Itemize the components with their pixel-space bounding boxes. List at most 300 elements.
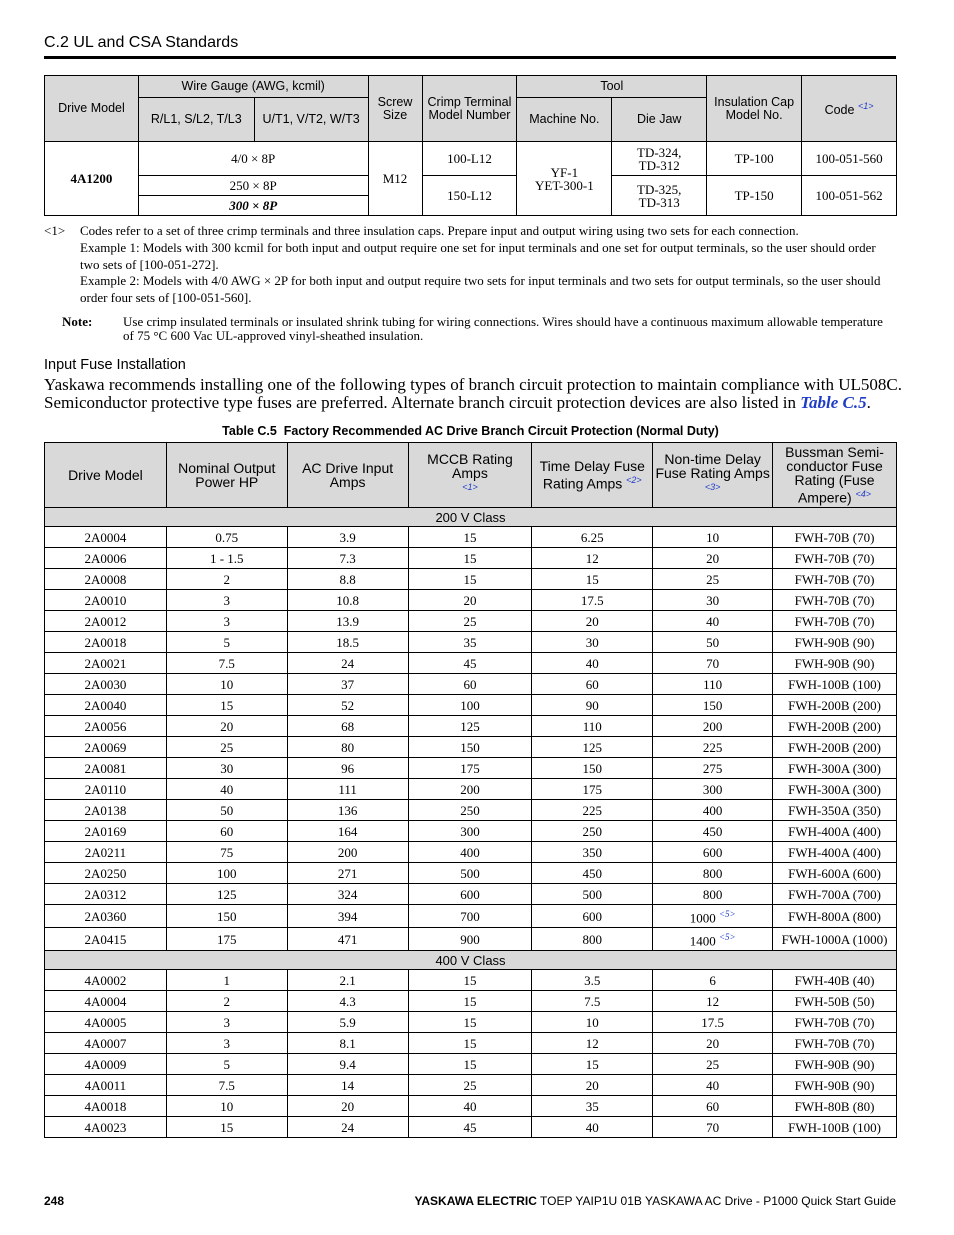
subsection-title: Input Fuse Installation: [44, 357, 186, 373]
table-cell: 15: [166, 1117, 287, 1138]
table-cell: 0.75: [166, 527, 287, 548]
caption-number: Table C.5: [222, 424, 277, 438]
table-row: [45, 632, 897, 653]
table-cell: 350: [532, 842, 653, 863]
table-cell: 200: [653, 716, 773, 737]
th-screw-size: Screw Size: [368, 76, 422, 142]
table-cell: 900: [408, 928, 532, 951]
table-cell: FWH-400A (400): [773, 842, 897, 863]
table-cell: 111: [287, 779, 408, 800]
table-cell: 15: [408, 548, 532, 569]
table-cell: 1: [166, 970, 287, 991]
table-cell: FWH-70B (70): [773, 590, 897, 611]
table-cell: 110: [653, 674, 773, 695]
table-caption: [44, 424, 897, 438]
table-cell: 700: [408, 905, 532, 928]
table-cell: 2A0360: [45, 905, 167, 928]
table-row: [45, 569, 897, 590]
table-cell: 2A0081: [45, 758, 167, 779]
table-cell: 3.5: [532, 970, 653, 991]
table-cell: 15: [408, 991, 532, 1012]
cell-crimp: 150-L12: [422, 176, 517, 216]
table-cell: 17.5: [653, 1012, 773, 1033]
table-cell: [653, 928, 773, 951]
table-row: [45, 611, 897, 632]
th-mccb-label: MCCB Rating Amps: [427, 451, 513, 482]
footnote-1: [44, 223, 899, 307]
table-cell: 4A0005: [45, 1012, 167, 1033]
table-cell: 2A0110: [45, 779, 167, 800]
table-cell: 45: [408, 653, 532, 674]
class-row: [45, 508, 897, 527]
th-code-label: Code: [824, 103, 855, 118]
table-cell: 14: [287, 1075, 408, 1096]
table-cell: 225: [653, 737, 773, 758]
cell-die-1b: TD-312: [638, 157, 680, 173]
table-cell: 25: [653, 1054, 773, 1075]
table-cell: FWH-200B (200): [773, 737, 897, 758]
table-cell: 2A0010: [45, 590, 167, 611]
cell-die-2b: TD-313: [638, 194, 680, 210]
th-non-time: [653, 443, 773, 508]
table-cell: 30: [653, 590, 773, 611]
table-cell: 37: [287, 674, 408, 695]
th-drive-model: Drive Model: [45, 76, 139, 142]
table-cell: 2A0312: [45, 884, 167, 905]
cell-crimp: 100-L12: [422, 142, 517, 176]
table-row: [45, 821, 897, 842]
cell-die: [612, 176, 707, 216]
table-cell: FWH-100B (100): [773, 674, 897, 695]
table-row: [45, 1096, 897, 1117]
table-cell: 25: [408, 1075, 532, 1096]
table-cell: 2: [166, 569, 287, 590]
table-cell: FWH-70B (70): [773, 548, 897, 569]
th-model: Drive Model: [45, 443, 167, 508]
table-cell: 20: [532, 1075, 653, 1096]
table-cell: 25: [653, 569, 773, 590]
table-cell: 75: [166, 842, 287, 863]
table-cell: 15: [408, 527, 532, 548]
table-cell: 7.5: [532, 991, 653, 1012]
table-cell: 90: [532, 695, 653, 716]
table-cell: 20: [653, 1033, 773, 1054]
table-cell: 450: [653, 821, 773, 842]
th-input-terminals: R/L1, S/L2, T/L3: [138, 98, 254, 142]
cell-machine-1: YF-1: [550, 164, 579, 180]
table-row: [45, 905, 897, 928]
table-cell: FWH-70B (70): [773, 1033, 897, 1054]
table-cell: 4A0009: [45, 1054, 167, 1075]
table-cell: 60: [653, 1096, 773, 1117]
table-row: [45, 863, 897, 884]
table-cell: 40: [166, 779, 287, 800]
table-row: [45, 884, 897, 905]
table-cell: 175: [532, 779, 653, 800]
cell-code: 100-051-562: [802, 176, 897, 216]
table-cell: 500: [408, 863, 532, 884]
table-cell: 3.9: [287, 527, 408, 548]
table-cell: 200: [408, 779, 532, 800]
table-cell: 2A0040: [45, 695, 167, 716]
table-cell: 40: [532, 653, 653, 674]
table-cell: 250: [532, 821, 653, 842]
table-cell: FWH-200B (200): [773, 695, 897, 716]
table-cell: 17.5: [532, 590, 653, 611]
table-row: [45, 1033, 897, 1054]
table-cell: 70: [653, 1117, 773, 1138]
footnote-example-1: Example 1: Models with 300 kcmil for both input and output require one set for input terminals and one set for output terminals, so the user should order two sets of [100-051-272].: [80, 240, 876, 272]
table-row: [45, 842, 897, 863]
table-cell: FWH-1000A (1000): [773, 928, 897, 951]
table-cell: 125: [532, 737, 653, 758]
table-cell: 15: [408, 970, 532, 991]
cell-model: 4A1200: [45, 142, 139, 216]
table-row: [45, 548, 897, 569]
table-cell: FWH-70B (70): [773, 527, 897, 548]
table-cell: 7.5: [166, 653, 287, 674]
intro-end: .: [866, 393, 871, 412]
cell-value: 1400: [689, 933, 716, 949]
table-cell: 10: [653, 527, 773, 548]
table-cell: 175: [166, 928, 287, 951]
table-cell: 2A0004: [45, 527, 167, 548]
table-cell: 450: [532, 863, 653, 884]
table-cell: 100: [166, 863, 287, 884]
table-cell: 6.25: [532, 527, 653, 548]
table-cell: 50: [166, 800, 287, 821]
table-cell: 5.9: [287, 1012, 408, 1033]
table-cell: 10.8: [287, 590, 408, 611]
table-cell: 100: [408, 695, 532, 716]
th-power: Nominal Output Power HP: [166, 443, 287, 508]
guide-title: [414, 1194, 896, 1208]
note-text: Use crimp insulated terminals or insulated shrink tubing for wiring connections. Wires should have a continuous maximum allowable temperature of 75 °C 600 Vac UL-approved vinyl-sheathed insulation.: [123, 314, 883, 343]
table-row: [45, 527, 897, 548]
ref-link[interactable]: <3>: [704, 482, 721, 493]
table-cell: 3: [166, 1033, 287, 1054]
table-cell: FWH-300A (300): [773, 779, 897, 800]
cell-cap: TP-150: [707, 176, 802, 216]
th-time-delay-label: Time Delay Fuse Rating Amps: [539, 458, 645, 492]
table-cell: 20: [408, 590, 532, 611]
table-cell: 15: [408, 1054, 532, 1075]
table-row: [45, 1054, 897, 1075]
class-label: 200 V Class: [45, 508, 897, 527]
th-bussman: [773, 443, 897, 508]
ref-link[interactable]: <2>: [626, 475, 642, 486]
table-cell: FWH-50B (50): [773, 991, 897, 1012]
table-cell: 4A0018: [45, 1096, 167, 1117]
table-cell: 200: [287, 842, 408, 863]
guide-name: TOEP YAIP1U 01B YASKAWA AC Drive - P1000 Quick Start Guide: [540, 1194, 896, 1208]
footnote-marker: <1>: [44, 223, 66, 238]
table-cell: 125: [408, 716, 532, 737]
table-cell: 5: [166, 1054, 287, 1075]
table-cell: 60: [408, 674, 532, 695]
table-cell: 4A0002: [45, 970, 167, 991]
table-cell: 4A0023: [45, 1117, 167, 1138]
table-cell: 4A0011: [45, 1075, 167, 1096]
cell-wire: 250 × 8P: [138, 176, 368, 196]
table-cell: 4A0004: [45, 991, 167, 1012]
table-cell: 96: [287, 758, 408, 779]
table-cell: 2A0030: [45, 674, 167, 695]
cell-value: 1000: [689, 910, 716, 926]
table-cell: FWH-100B (100): [773, 1117, 897, 1138]
table-cell: [653, 905, 773, 928]
table-row: [45, 928, 897, 951]
table-cell: 2A0021: [45, 653, 167, 674]
crimp-terminal-table: [44, 75, 897, 216]
table-cell: 800: [653, 884, 773, 905]
table-cell: 400: [408, 842, 532, 863]
table-cell: 300: [408, 821, 532, 842]
table-cell: 60: [166, 821, 287, 842]
table-cell: 800: [532, 928, 653, 951]
table-cell: 225: [532, 800, 653, 821]
cell-die-1a: TD-324,: [637, 144, 682, 160]
ref-link[interactable]: <5>: [718, 908, 736, 919]
caption-title: Factory Recommended AC Drive Branch Circuit Protection (Normal Duty): [283, 424, 719, 438]
table-row: [45, 695, 897, 716]
intro-text: Yaskawa recommends installing one of the following types of branch circuit protection to maintain compliance with UL508C. Semiconductor protective type fuses are preferred. Alternate branch circuit protection devices are also listed in: [44, 375, 902, 412]
table-cell: 150: [532, 758, 653, 779]
table-cell: 10: [166, 1096, 287, 1117]
table-cell: 2A0415: [45, 928, 167, 951]
table-cell: 40: [408, 1096, 532, 1117]
cell-cap: TP-100: [707, 142, 802, 176]
table-cell: FWH-400A (400): [773, 821, 897, 842]
table-row: [45, 991, 897, 1012]
table-cell: FWH-90B (90): [773, 1054, 897, 1075]
table-row: [45, 590, 897, 611]
table-row: [45, 1012, 897, 1033]
table-cell: 13.9: [287, 611, 408, 632]
th-wire-gauge: Wire Gauge (AWG, kcmil): [138, 76, 368, 98]
table-cell: 15: [408, 1012, 532, 1033]
table-cell: 25: [166, 737, 287, 758]
section-title: C.2 UL and CSA Standards: [44, 34, 896, 59]
table-cell: 2A0056: [45, 716, 167, 737]
table-row: [45, 1075, 897, 1096]
table-cell: 275: [653, 758, 773, 779]
table-cell: 300: [653, 779, 773, 800]
table-cell: 2: [166, 991, 287, 1012]
table-cell: 15: [532, 569, 653, 590]
table-cell: 136: [287, 800, 408, 821]
fuse-table: [44, 442, 897, 1138]
table-cell: 2A0169: [45, 821, 167, 842]
brand: YASKAWA ELECTRIC: [414, 1194, 537, 1208]
table-cell: FWH-200B (200): [773, 716, 897, 737]
table-cell: 10: [166, 674, 287, 695]
table-cell: 80: [287, 737, 408, 758]
table-cell: FWH-70B (70): [773, 611, 897, 632]
th-insulation-cap: Insulation Cap Model No.: [707, 76, 802, 142]
table-cell: 15: [408, 569, 532, 590]
table-cell: 394: [287, 905, 408, 928]
table-cell: FWH-350A (350): [773, 800, 897, 821]
table-cell: 20: [532, 611, 653, 632]
table-cell: 2.1: [287, 970, 408, 991]
table-cell: 500: [532, 884, 653, 905]
table-cell: 30: [532, 632, 653, 653]
table-cell: 1 - 1.5: [166, 548, 287, 569]
th-output-terminals: U/T1, V/T2, W/T3: [254, 98, 368, 142]
table-cell: 6: [653, 970, 773, 991]
table-cell: 15: [408, 1033, 532, 1054]
table-cell: 12: [532, 1033, 653, 1054]
table-cell: 2A0138: [45, 800, 167, 821]
table-cell: 9.4: [287, 1054, 408, 1075]
ref-link[interactable]: <1>: [857, 100, 874, 111]
page-number: 248: [44, 1194, 65, 1208]
cell-wire: 4/0 × 8P: [138, 142, 368, 176]
table-cell: 40: [653, 1075, 773, 1096]
note-label: Note:: [62, 314, 93, 329]
table-cell: 2A0012: [45, 611, 167, 632]
table-cell: 7.3: [287, 548, 408, 569]
table-cell: 400: [653, 800, 773, 821]
table-cell: 20: [653, 548, 773, 569]
table-cell: 2A0211: [45, 842, 167, 863]
table-cell: 25: [408, 611, 532, 632]
table-cell: FWH-90B (90): [773, 632, 897, 653]
table-cell: 175: [408, 758, 532, 779]
fuse-table-body: [45, 508, 897, 1138]
table-cell: 471: [287, 928, 408, 951]
table-cell: 24: [287, 1117, 408, 1138]
table-cell: FWH-90B (90): [773, 653, 897, 674]
table-link[interactable]: Table C.5: [800, 393, 867, 412]
table-cell: 600: [532, 905, 653, 928]
table-cell: 40: [653, 611, 773, 632]
table-row: [45, 970, 897, 991]
table-cell: 15: [532, 1054, 653, 1075]
th-amps: AC Drive Input Amps: [287, 443, 408, 508]
table-cell: FWH-800A (800): [773, 905, 897, 928]
table-cell: 12: [532, 548, 653, 569]
table-cell: 2A0250: [45, 863, 167, 884]
table-cell: 600: [653, 842, 773, 863]
table-cell: 3: [166, 611, 287, 632]
th-machine-no: Machine No.: [517, 98, 612, 142]
table-row: [45, 716, 897, 737]
table-cell: 3: [166, 1012, 287, 1033]
table-cell: 150: [166, 905, 287, 928]
table-row: [45, 779, 897, 800]
table-cell: 50: [653, 632, 773, 653]
table-cell: 68: [287, 716, 408, 737]
table-cell: 18.5: [287, 632, 408, 653]
table-cell: 20: [287, 1096, 408, 1117]
table-cell: 5: [166, 632, 287, 653]
table-cell: 52: [287, 695, 408, 716]
table-row: [45, 758, 897, 779]
table-cell: 110: [532, 716, 653, 737]
table-cell: 10: [532, 1012, 653, 1033]
intro-paragraph: [44, 376, 904, 412]
th-non-time-label: Non-time Delay Fuse Rating Amps: [655, 451, 770, 482]
table-cell: FWH-600A (600): [773, 863, 897, 884]
table-cell: FWH-700A (700): [773, 884, 897, 905]
table-cell: 3: [166, 590, 287, 611]
table-cell: 800: [653, 863, 773, 884]
table-cell: 250: [408, 800, 532, 821]
table-cell: 35: [408, 632, 532, 653]
table-row: [45, 1117, 897, 1138]
cell-machine: [517, 142, 612, 216]
table-cell: 271: [287, 863, 408, 884]
table-cell: 2A0008: [45, 569, 167, 590]
cell-die: [612, 142, 707, 176]
th-code: [802, 76, 897, 142]
table-row: [45, 674, 897, 695]
class-row: [45, 951, 897, 970]
th-tool: Tool: [517, 76, 707, 98]
ref-link[interactable]: <5>: [718, 931, 736, 942]
table-cell: 70: [653, 653, 773, 674]
table-cell: 4.3: [287, 991, 408, 1012]
table-cell: 60: [532, 674, 653, 695]
table-cell: 2A0006: [45, 548, 167, 569]
table-cell: 12: [653, 991, 773, 1012]
table-cell: 150: [653, 695, 773, 716]
table-cell: FWH-70B (70): [773, 1012, 897, 1033]
table-cell: 324: [287, 884, 408, 905]
cell-code: 100-051-560: [802, 142, 897, 176]
cell-wire: 300 × 8P: [138, 196, 368, 216]
table-cell: 30: [166, 758, 287, 779]
table-cell: 8.1: [287, 1033, 408, 1054]
footnote-example-2: Example 2: Models with 4/0 AWG × 2P for both input and output require two sets for input terminals and two sets for output terminals, so the user should order four sets of [100-051-560].: [80, 273, 881, 305]
ref-link[interactable]: <4>: [855, 489, 872, 500]
table-cell: 164: [287, 821, 408, 842]
table-cell: 7.5: [166, 1075, 287, 1096]
table-cell: 15: [166, 695, 287, 716]
table-cell: FWH-300A (300): [773, 758, 897, 779]
table-cell: FWH-70B (70): [773, 569, 897, 590]
th-bussman-label: Bussman Semi-conductor Fuse Rating (Fuse Ampere): [785, 444, 884, 506]
ref-link[interactable]: <1>: [462, 482, 478, 493]
table-cell: 24: [287, 653, 408, 674]
footnote-line: Codes refer to a set of three crimp terminals and three insulation caps. Prepare input and output wiring using two sets for each connection.: [80, 223, 799, 238]
table-row: [45, 653, 897, 674]
table-cell: 125: [166, 884, 287, 905]
table-cell: 2A0069: [45, 737, 167, 758]
table-cell: 150: [408, 737, 532, 758]
table-cell: 40: [532, 1117, 653, 1138]
class-label: 400 V Class: [45, 951, 897, 970]
th-crimp-terminal: Crimp Terminal Model Number: [422, 76, 517, 142]
table-cell: 45: [408, 1117, 532, 1138]
th-die-jaw: Die Jaw: [612, 98, 707, 142]
cell-screw: M12: [368, 142, 422, 216]
table-cell: 2A0018: [45, 632, 167, 653]
table-cell: FWH-90B (90): [773, 1075, 897, 1096]
table-cell: FWH-40B (40): [773, 970, 897, 991]
table-row: [45, 737, 897, 758]
table-cell: 35: [532, 1096, 653, 1117]
table-cell: 8.8: [287, 569, 408, 590]
cell-die-2a: TD-325,: [637, 181, 682, 197]
table-cell: 4A0007: [45, 1033, 167, 1054]
cell-machine-2: YET-300-1: [534, 177, 594, 193]
table-cell: 600: [408, 884, 532, 905]
table-row: [45, 800, 897, 821]
table-cell: 20: [166, 716, 287, 737]
